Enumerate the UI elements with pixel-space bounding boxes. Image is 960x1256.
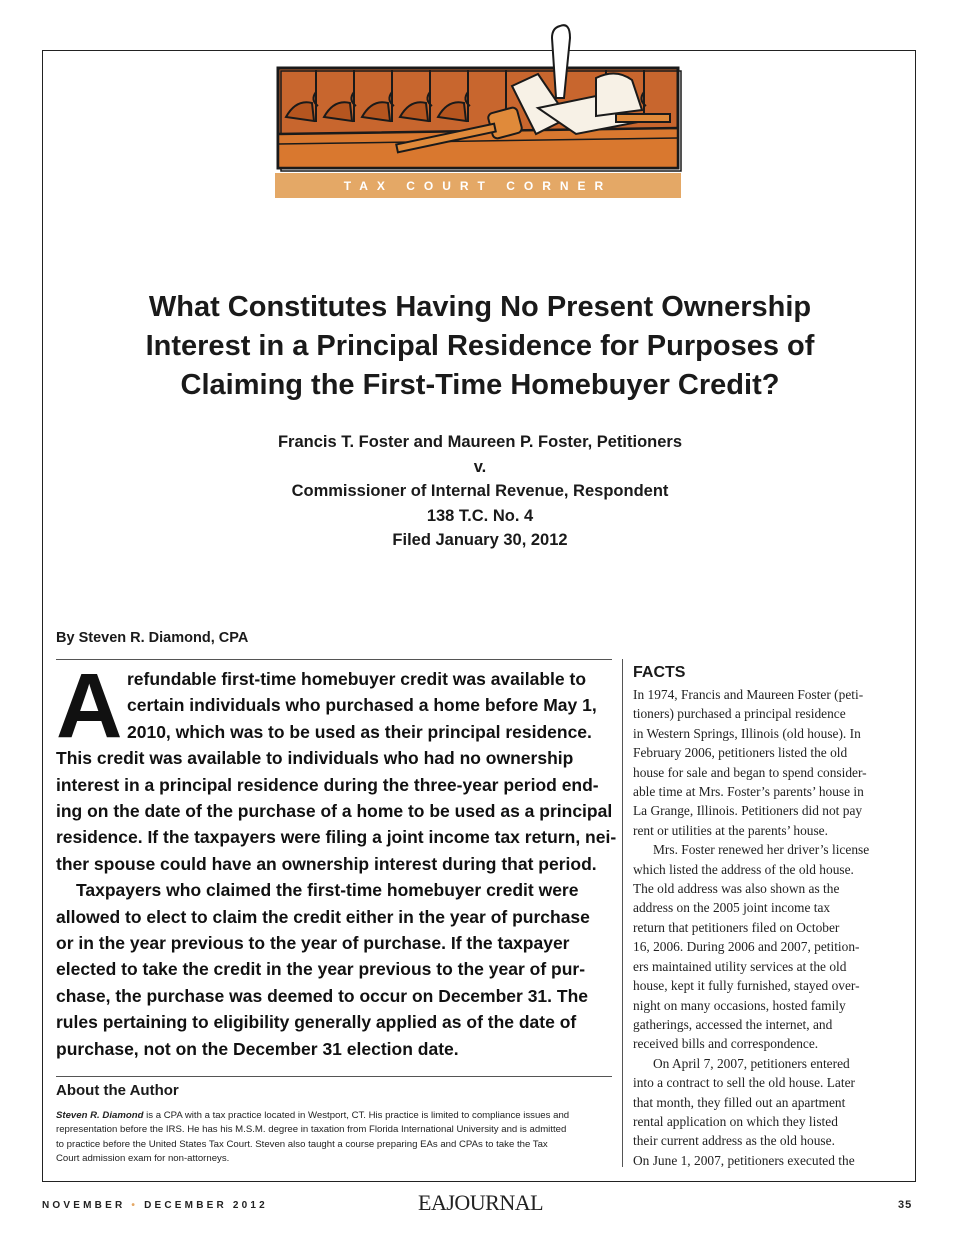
facts-line: house for sale and began to spend consider- <box>633 764 867 780</box>
lead-line: residence. If the taxpayers were filing a joint income tax return, nei- <box>56 827 617 848</box>
case-petitioners: Francis T. Foster and Maureen P. Foster, Petitioners <box>277 433 683 451</box>
tax-court-corner-banner <box>275 173 681 198</box>
author-name: Steven R. Diamond <box>56 1110 144 1121</box>
lead-line: ther spouse could have an ownership interest during that period. <box>56 853 597 874</box>
lead-text <box>56 666 617 1062</box>
logo-ea: EA <box>418 1190 447 1215</box>
case-versus: v. <box>473 457 487 476</box>
column-divider-vertical <box>622 659 623 1167</box>
tax-court-illustration <box>276 22 696 172</box>
about-author-heading: About the Author <box>56 1082 179 1099</box>
page-number: 35 <box>898 1199 913 1211</box>
title-line: What Constitutes Having No Present Ownership <box>148 291 812 323</box>
facts-line: that month, they filled out an apartment <box>633 1094 846 1110</box>
case-number: 138 T.C. No. 4 <box>426 506 534 525</box>
facts-line: return that petitioners filed on October <box>633 919 840 935</box>
footer-issue-part2: DECEMBER 2012 <box>144 1200 268 1211</box>
ea-journal-logo <box>418 1190 543 1216</box>
footer-issue-date <box>42 1200 268 1211</box>
about-author-text <box>56 1109 616 1166</box>
lead-line: ing on the date of the purchase of a home to be used as a principal <box>56 801 613 822</box>
facts-line: into a contract to sell the old house. Later <box>633 1075 855 1091</box>
facts-line: their current address as the old house. <box>633 1133 835 1149</box>
title-line: Interest in a Principal Residence for Purposes of <box>145 330 815 362</box>
facts-line: received bills and correspondence. <box>633 1036 819 1052</box>
facts-line: rent or utilities at the parents’ house. <box>633 822 828 838</box>
lead-line: allowed to elect to claim the credit either in the year of purchase <box>56 906 590 927</box>
lead-line: elected to take the credit in the year previous to the year of pur- <box>56 959 586 980</box>
lead-line: certain individuals who purchased a home before May 1, <box>127 695 597 716</box>
about-line: representation before the IRS. He has his M.S.M. degree in taxation from Florida International University and is admitted <box>56 1124 567 1136</box>
logo-journal: JOURNAL <box>446 1190 544 1215</box>
about-line <box>56 1109 616 1123</box>
about-line: to practice before the United States Tax Court. Steven also taught a course preparing EAs and CPAs to take the Tax <box>56 1138 548 1150</box>
drop-cap: A <box>56 655 123 757</box>
facts-heading: FACTS <box>633 664 686 681</box>
facts-line: In 1974, Francis and Maureen Foster (peti- <box>633 687 864 702</box>
lead-line: purchase, not on the December 31 election date. <box>56 1038 459 1059</box>
lead-line: or in the year previous to the year of purchase. If the taxpayer <box>56 933 570 954</box>
lead-line: refundable first-time homebuyer credit was available to <box>127 669 587 689</box>
facts-line: address on the 2005 joint income tax <box>633 900 831 916</box>
facts-line: tioners) purchased a principal residence <box>633 706 846 722</box>
facts-line: On June 1, 2007, petitioners executed the <box>633 1152 855 1168</box>
lead-line: Taxpayers who claimed the first-time homebuyer credit were <box>76 880 579 901</box>
facts-line: ers maintained utility services at the old <box>633 958 847 974</box>
lead-line: chase, the purchase was deemed to occur on December 31. The <box>56 985 588 1006</box>
facts-line: night on many occasions, hosted family <box>633 997 846 1013</box>
footer-issue-part1: NOVEMBER <box>42 1200 126 1211</box>
facts-line: Mrs. Foster renewed her driver’s license <box>653 842 870 858</box>
lead-line: This credit was available to individuals who had no ownership <box>56 748 574 769</box>
facts-line: which listed the address of the old house. <box>633 861 854 877</box>
facts-line: La Grange, Illinois. Petitioners did not pay <box>633 803 863 819</box>
about-line-rest: is a CPA with a tax practice located in Westport, CT. His practice is limited to compliance issues and <box>143 1110 570 1121</box>
title-line: Claiming the First-Time Homebuyer Credit? <box>180 369 780 401</box>
about-line: Court admission exam for non-attorneys. <box>56 1152 230 1164</box>
footer-separator: • <box>131 1200 139 1211</box>
facts-line: rental application on which they listed <box>633 1113 838 1129</box>
about-divider <box>56 1076 612 1077</box>
facts-line: in Western Springs, Illinois (old house). In <box>633 725 861 741</box>
lead-line: interest in a principal residence during the three-year period end- <box>56 774 599 795</box>
facts-line: able time at Mrs. Foster’s parents’ house in <box>633 784 864 800</box>
facts-line: February 2006, petitioners listed the old <box>633 745 848 761</box>
facts-line: house, kept it fully furnished, stayed over- <box>633 978 860 994</box>
facts-line: 16, 2006. During 2006 and 2007, petition- <box>633 939 860 955</box>
byline: By Steven R. Diamond, CPA <box>56 630 249 646</box>
facts-text <box>633 685 903 1170</box>
case-citation <box>180 430 780 553</box>
lead-line: rules pertaining to eligibility generally applied as of the date of <box>56 1012 577 1033</box>
facts-line: gatherings, accessed the internet, and <box>633 1016 833 1032</box>
case-respondent: Commissioner of Internal Revenue, Respondent <box>291 482 669 500</box>
facts-line: On April 7, 2007, petitioners entered <box>653 1055 850 1071</box>
case-filed-date: Filed January 30, 2012 <box>392 531 568 549</box>
lead-line: 2010, which was to be used as their principal residence. <box>127 721 592 742</box>
banner-label: TAX COURT CORNER <box>343 178 613 193</box>
article-title <box>90 288 870 405</box>
facts-line: The old address was also shown as the <box>633 881 840 897</box>
column-divider-top <box>56 659 612 660</box>
